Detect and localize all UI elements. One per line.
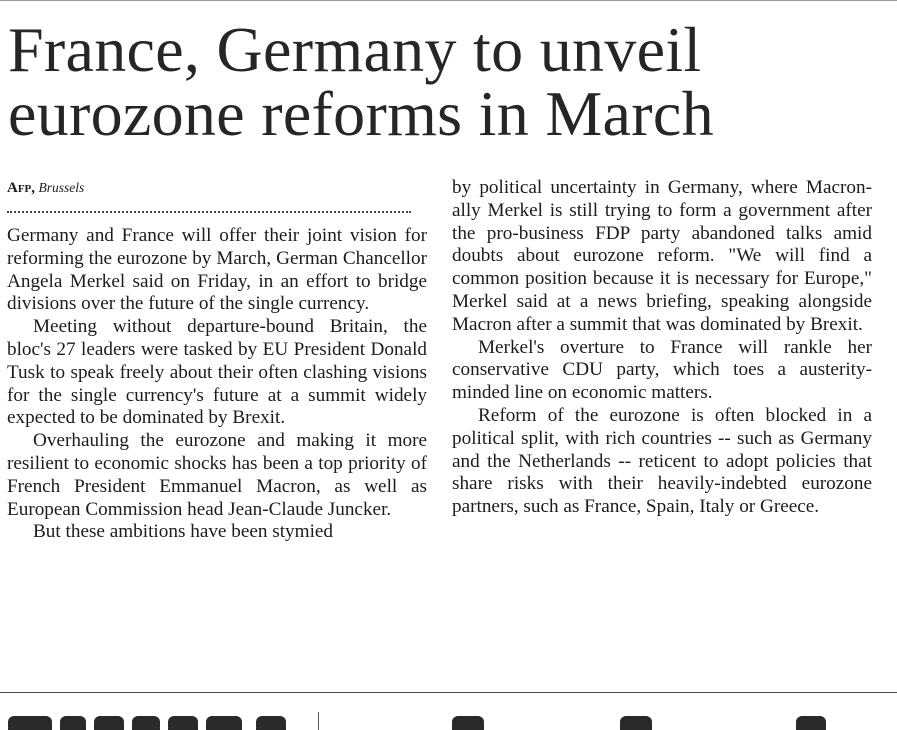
- cropped-glyph: [168, 716, 198, 730]
- cropped-glyph: [256, 716, 286, 730]
- byline-agency: Afp,: [7, 180, 36, 196]
- cropped-glyph: [620, 716, 652, 730]
- byline-dotted-rule: [7, 211, 411, 213]
- cropped-glyph: [8, 716, 52, 730]
- article-headline: [8, 14, 893, 149]
- paragraph-2: Meeting without departure-bound Britain, the bloc's 27 leaders were tasked by EU President Donald Tusk to speak freely about their often clashing visions for the single currency's future at a summit widely expected to be dominated by Brexit.: [7, 316, 427, 429]
- cropped-glyph: [132, 716, 160, 730]
- cropped-glyph: [60, 716, 86, 730]
- paragraph-3: Overhauling the eurozone and making it more resilient to economic shocks has been a top priority of French President Emmanuel Macron, as well as European Commission head Jean-Claude Juncker.: [7, 430, 427, 520]
- cropped-glyph: [206, 716, 242, 730]
- column-divider: [318, 712, 319, 730]
- paragraph-6: Reform of the eurozone is often blocked in a political split, with rich countries -- such as Germany and the Netherlands -- reticent to adopt policies that share risks with their heavily-indebted eurozone partners, such as France, Spain, Italy or Greece.: [452, 404, 872, 518]
- article-column-left: [7, 177, 427, 544]
- cropped-glyph: [452, 716, 484, 730]
- paragraph-1: Germany and France will offer their joint vision for reforming the eurozone by March, German Chancellor Angela Merkel said on Friday, in an effort to bridge divisions over the future of the single currency.: [7, 225, 427, 315]
- article-column-right: [452, 177, 872, 519]
- paragraph-5: Merkel's overture to France will rankle her conservative CDU party, which toes a austerity-minded line on economic matters.: [452, 336, 872, 404]
- paragraph-4-start: But these ambitions have been stymied: [33, 521, 334, 543]
- top-rule: [0, 0, 897, 1]
- cropped-glyph: [796, 716, 826, 730]
- section-divider-rule: [0, 692, 897, 693]
- byline: [7, 177, 427, 199]
- cropped-glyph: [94, 716, 124, 730]
- byline-place: Brussels: [38, 180, 85, 195]
- paragraph-4-continued: by political uncertainty in Germany, where Macron-ally Merkel is still trying to form a government after the pro-business FDP party abandoned talks amid doubts about eurozone reform. "We will find a common position because it is necessary for Europe," Merkel said at a news briefing, speaking alongside Macron after a summit that was dominated by Brexit.: [452, 177, 872, 335]
- next-article-headline-fragment: [0, 712, 897, 730]
- headline-line-1: France, Germany to unveil: [8, 14, 702, 85]
- headline-line-2: eurozone reforms in March: [8, 78, 714, 149]
